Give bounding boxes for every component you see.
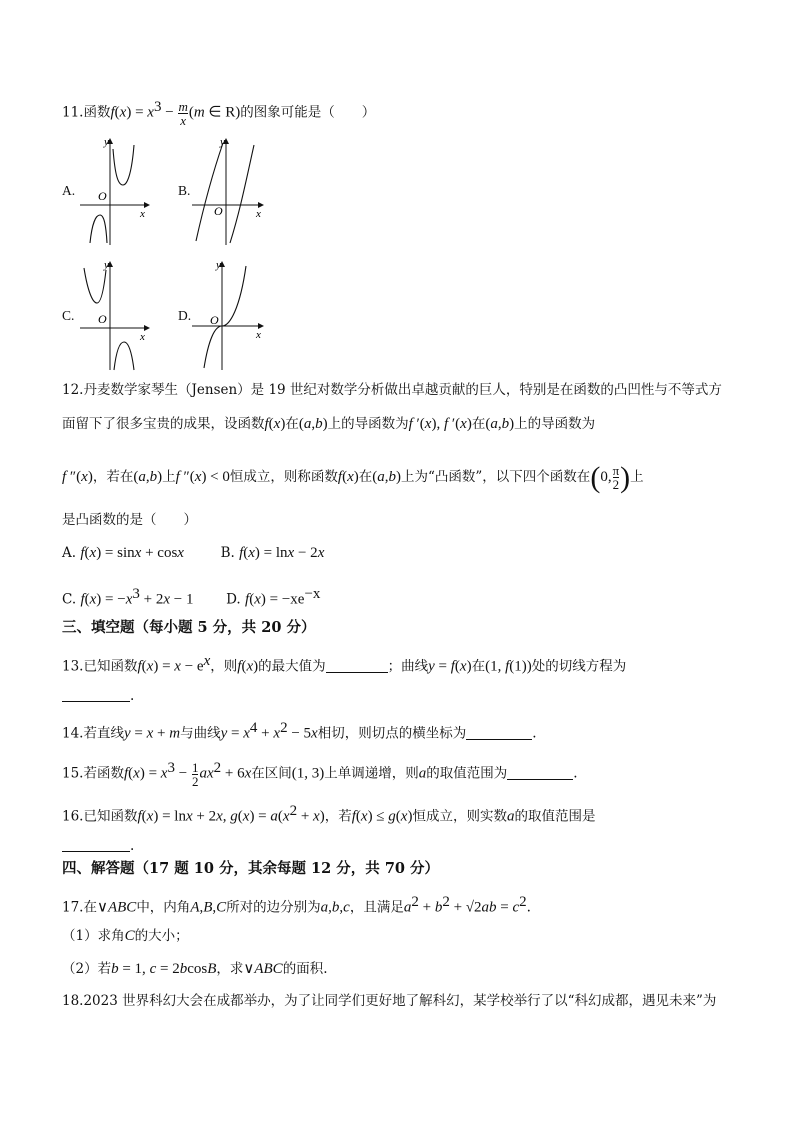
q17-part1: （1）求角C的大小； [62, 928, 189, 944]
q11-graph-a [78, 135, 156, 247]
q11-graph-b [190, 135, 270, 247]
y-axis-label: y [220, 136, 225, 148]
section-4-heading: 四、解答题（17 题 10 分，其余每题 12 分，共 70 分） [62, 860, 440, 877]
answer-blank[interactable] [62, 837, 130, 852]
q12-options-cd: C. $f(x) = -x^3 + 2x - 1$ D. $f(x) = -xe^{-x}$ [62, 586, 321, 608]
section-3-heading: 三、填空题（每小题 5 分，共 20 分） [62, 619, 316, 636]
q16-line1: 16.已知函数f(x) = lnx + 2x, $g(x) = a(x^2 + x)$，若f(x) ≤ g(x)恒成立，则实数a的取值范围是 [62, 803, 596, 825]
q12-line3: f ″(x)，若在(a,b)上f ″(x) < 0恒成立，则称函数f(x)在(a,b)上为“凸函数”，以下四个函数在(0, $\frac{\pi}{2}$ )上 [62, 461, 644, 494]
answer-blank[interactable] [62, 687, 130, 702]
q16-line2: . [62, 836, 134, 856]
answer-blank[interactable] [466, 725, 532, 740]
origin-label: O [210, 313, 219, 327]
q15: 15.若函数$f(x) = x^3$ − $\frac{1}{2}$ $ax^2 + 6x$在区间(1, 3)上单调递增，则a的取值范围为 . [62, 759, 578, 789]
q13-line1: 13.已知函数$f(x) = x - e^x$，则f(x)的最大值为 ；曲线y = f(x)在(1, f(1))处的切线方程为 [62, 653, 627, 675]
answer-blank[interactable] [326, 658, 388, 673]
q11-option-c-label: C. [62, 308, 75, 323]
q11-stem: 11.函数$f(x) = x^3$ − $\frac{m}{x}$ (m ∈ R)的图象可能是（ ） [62, 98, 376, 128]
x-axis-label: x [140, 208, 145, 220]
answer-blank[interactable] [507, 765, 573, 780]
q11-option-b-label: B. [178, 183, 191, 198]
origin-label: O [214, 204, 223, 218]
q12-line1: 12.丹麦数学家琴生（Jensen）是 19 世纪对数学分析做出卓越贡献的巨人，特别是在函数的凸凹性与不等式方 [62, 382, 722, 398]
q13-line2: . [62, 686, 134, 706]
x-axis-label: x [140, 331, 145, 343]
x-axis-label: x [256, 329, 261, 341]
q11-graph-c [78, 258, 156, 372]
q17-stem: 17.在∨ABC中，内角A,B,C所对的边分别为a,b,c，且满足$a^2 + b^2 + √2ab = c^2$. [62, 894, 531, 916]
q14: 14.若直线y = x + m与曲线$y = x^4 + x^2 - 5x$相切，则切点的横坐标为 . [62, 720, 537, 742]
origin-label: O [98, 312, 107, 326]
y-axis-label: y [104, 259, 109, 271]
q18-stem: 18.2023 世界科幻大会在成都举办，为了让同学们更好地了解科幻，某学校举行了以“科幻成都，遇见未来”为 [62, 993, 717, 1009]
q11-graph-d [190, 258, 270, 372]
y-axis-label: y [216, 259, 221, 271]
q11-option-a-label: A. [62, 183, 76, 198]
y-axis-label: y [104, 136, 109, 148]
q12-line4: 是凸函数的是（ ） [62, 512, 197, 528]
q17-part2: （2）若b = 1, c = 2bcosB，求∨ABC的面积. [62, 961, 328, 977]
q12-line2: 面留下了很多宝贵的成果，设函数f(x)在(a,b)上的导函数为f ′(x), f ′(x)在(a,b)上的导函数为 [62, 416, 596, 432]
x-axis-label: x [256, 208, 261, 220]
q12-options-ab: A. f(x) = sinx + cosx B. f(x) = lnx − 2x [62, 545, 325, 561]
origin-label: O [98, 189, 107, 203]
q11-option-d-label: D. [178, 308, 192, 323]
